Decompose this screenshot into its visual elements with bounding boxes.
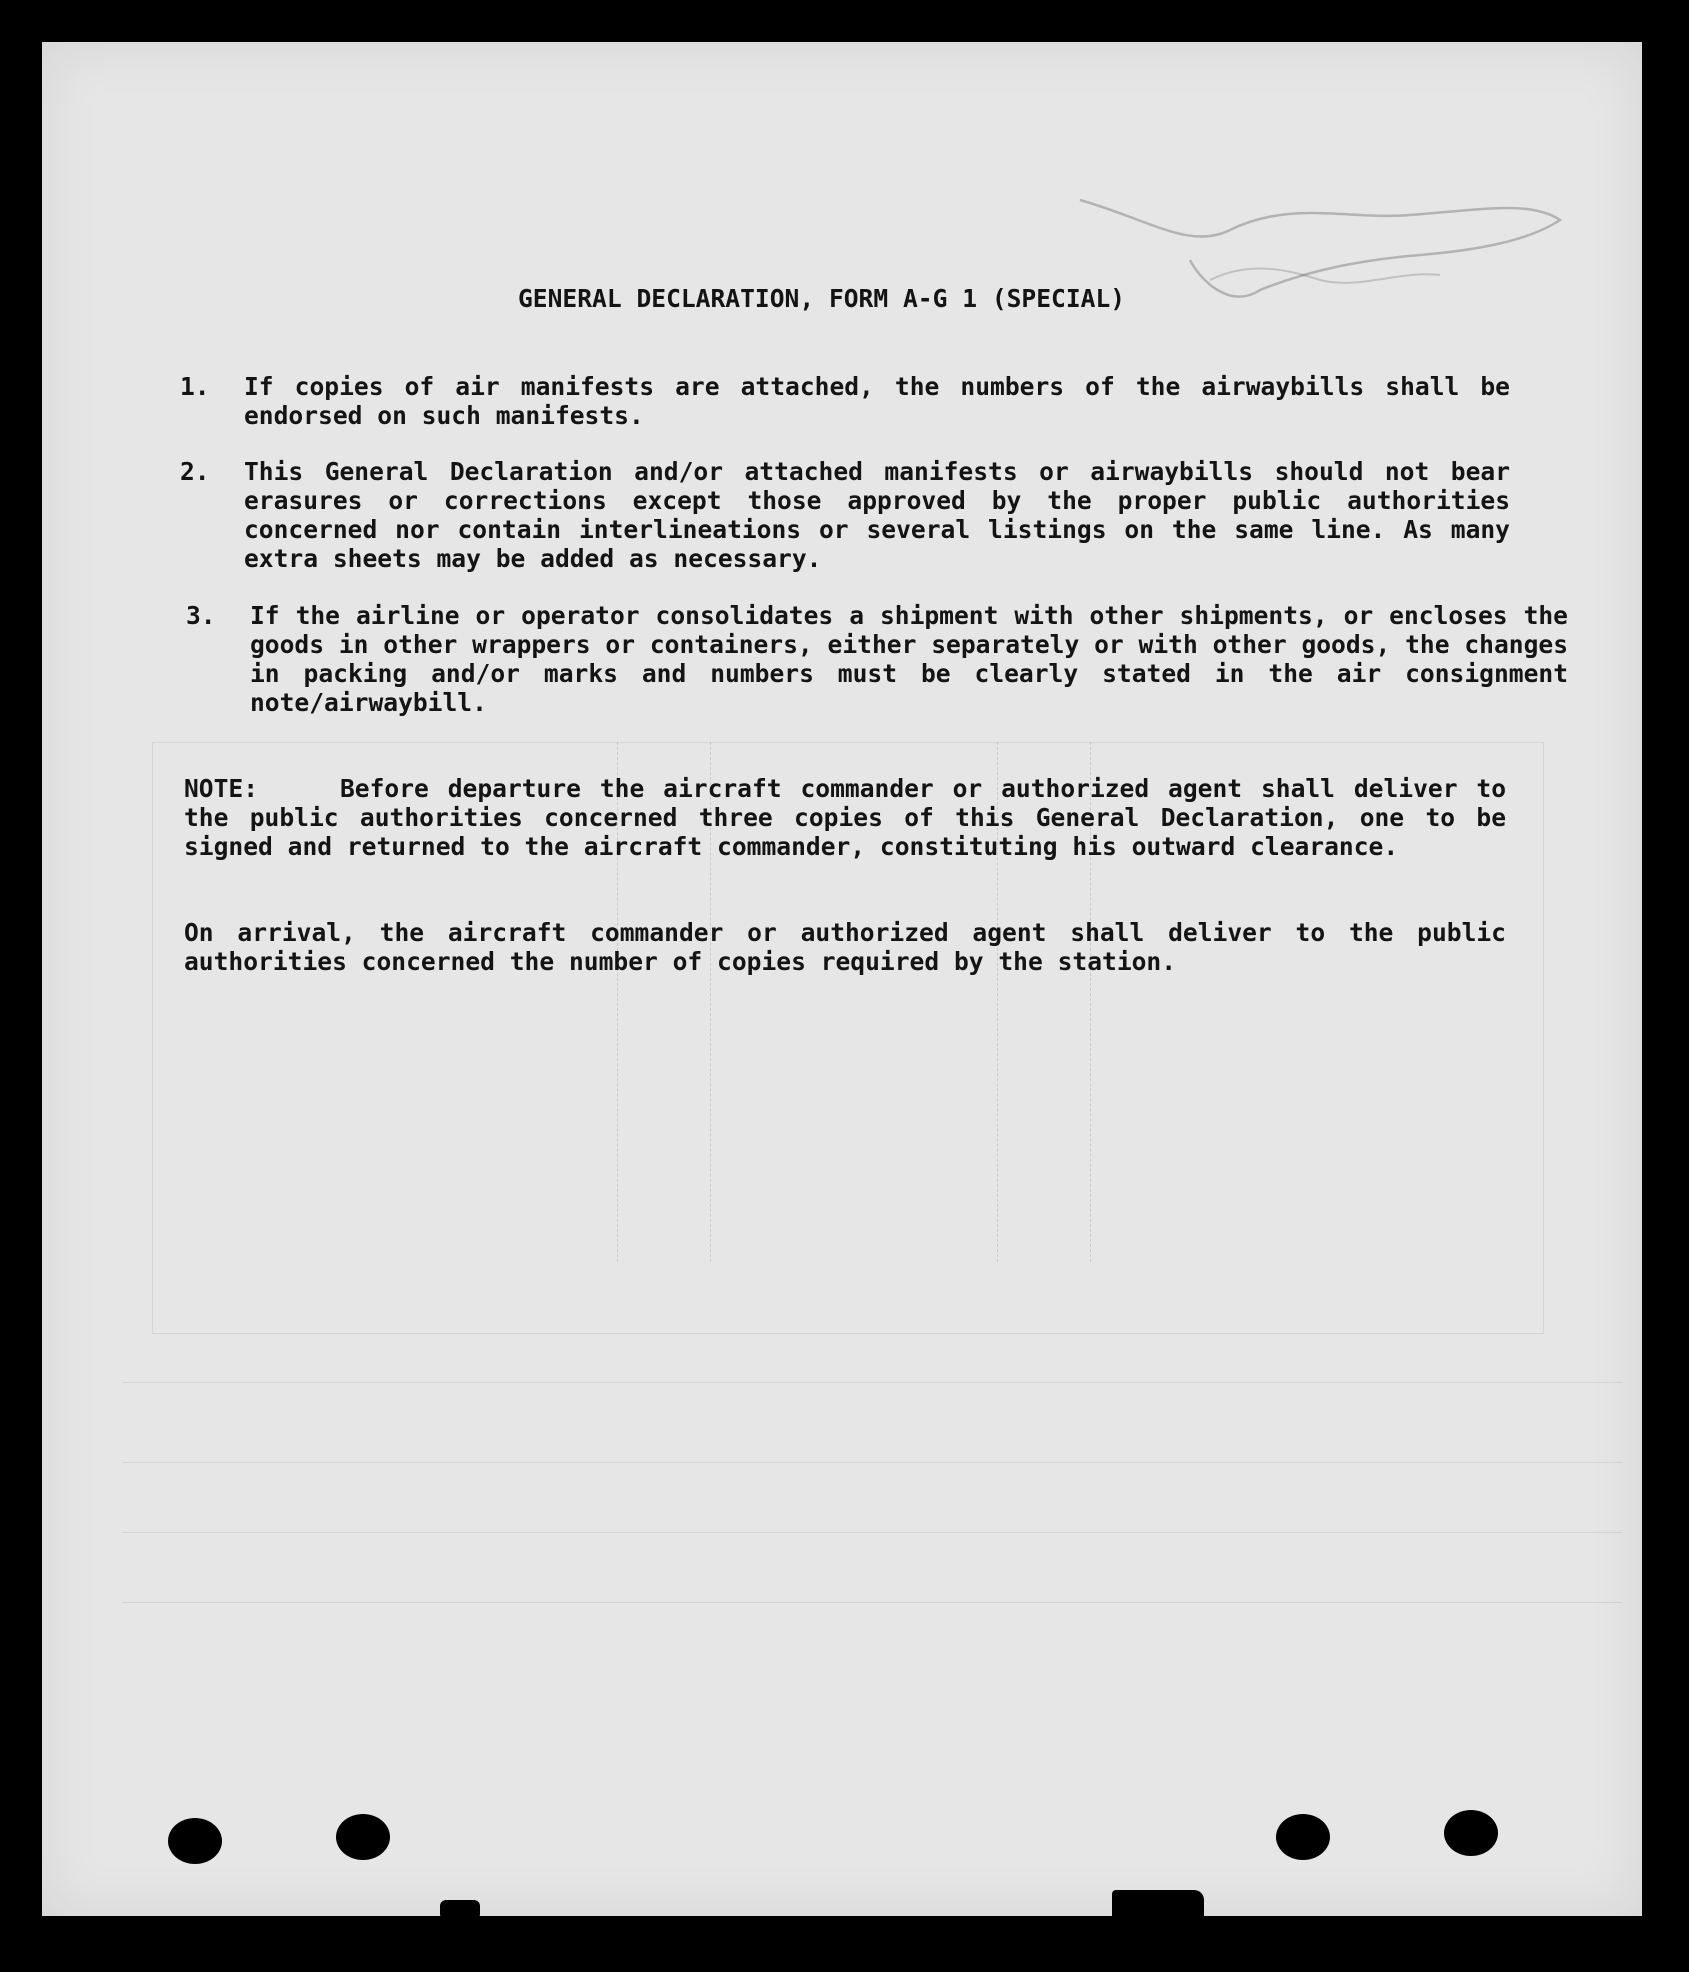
list-item [180, 372, 1510, 430]
punch-hole [168, 1818, 222, 1864]
item-text: If the airline or operator consolidates a shipment with other shipments, or encloses the goods in other wrappers or containers, either separately or with other goods, the changes in packing and/or marks and numbers must be clearly stated in the air consignment note/airwaybill. [250, 601, 1568, 717]
arrival-paragraph: On arrival, the aircraft commander or authorized agent shall deliver to the public authorities concerned the number of copies required by the station. [184, 918, 1506, 976]
note-paragraph [184, 774, 1506, 861]
punch-hole [1276, 1814, 1330, 1860]
torn-binding-tab [440, 1900, 480, 1920]
item-text: If copies of air manifests are attached, the numbers of the airwaybills shall be endorsed on such manifests. [244, 372, 1510, 430]
list-item [180, 457, 1510, 573]
punch-hole [336, 1814, 390, 1860]
note-text: Before departure the aircraft commander or authorized agent shall deliver to the public authorities concerned three copies of this General Declaration, one to be signed and returned to the aircraft commander, constituting his outward clearance. [184, 774, 1506, 861]
torn-binding-tab [1112, 1890, 1204, 1920]
punch-hole [1444, 1810, 1498, 1856]
item-number: 1. [180, 372, 210, 401]
item-number: 3. [186, 601, 216, 630]
item-number: 2. [180, 457, 210, 486]
note-label: NOTE: [184, 774, 259, 803]
document-title: GENERAL DECLARATION, FORM A-G 1 (SPECIAL) [518, 284, 1126, 313]
item-text: This General Declaration and/or attached manifests or airwaybills should not bear erasures or corrections except those approved by the proper public authorities concerned nor contain interlineations or several listings on the same line. As many extra sheets may be added as necessary. [244, 457, 1510, 573]
list-item [180, 601, 1568, 717]
